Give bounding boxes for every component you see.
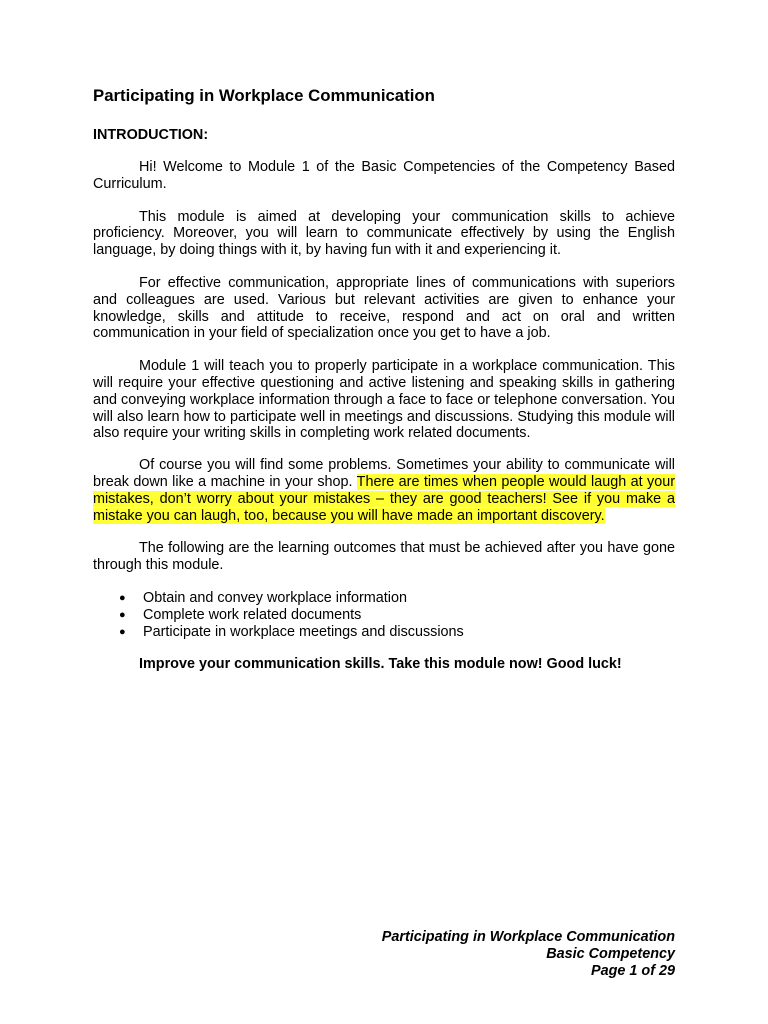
footer-module-title: Participating in Workplace Communication <box>381 929 675 945</box>
intro-paragraph-5 <box>93 457 675 524</box>
closing-statement: Improve your communication skills. Take this module now! Good luck! <box>139 656 622 673</box>
bullet-icon: ● <box>119 608 126 621</box>
list-item-text: Participate in workplace meetings and discussions <box>143 623 464 640</box>
paragraph-5-text: Of course you will find some problems. Sometimes your ability to communicate will break down like a machine in your shop. <box>93 457 675 490</box>
intro-paragraph-1: Hi! Welcome to Module 1 of the Basic Competencies of the Competency Based Curriculum. <box>93 159 675 192</box>
list-item <box>93 607 675 624</box>
list-item-text: Obtain and convey workplace information <box>143 589 407 606</box>
footer-competency: Basic Competency <box>546 946 675 962</box>
intro-paragraph-3: For effective communication, appropriate lines of communications with superiors and colleagues are used. Various but relevant activities are given to enhance your knowledge, skills and attitude to receive, respond and act on oral and written communication in your field of specialization once you get to have a job. <box>93 274 675 342</box>
section-heading: INTRODUCTION: <box>93 127 209 143</box>
intro-paragraph-2: This module is aimed at developing your communication skills to achieve proficiency. Moreover, you will learn to communicate effectively by using the English language, by doing things with it, by having fun with it and experiencing it. <box>93 208 675 259</box>
page-footer <box>382 929 675 980</box>
list-item <box>93 624 675 641</box>
page-number: Page 1 of 29 <box>591 963 675 979</box>
highlighted-text: There are times when people would laugh at your mistakes, don’t worry about your mistakes – they are good teachers! See if you make a mistake you can laugh, too, because you will have made an important discovery. <box>93 473 676 524</box>
list-item <box>93 590 675 607</box>
page-content <box>93 86 675 673</box>
learning-outcomes-list <box>93 590 675 640</box>
document-title: Participating in Workplace Communication <box>93 86 435 105</box>
bullet-icon: ● <box>119 625 126 638</box>
list-item-text: Complete work related documents <box>143 606 362 623</box>
intro-paragraph-4: Module 1 will teach you to properly participate in a workplace communication. This will require your effective questioning and active listening and speaking skills in gathering and conveying workplace information through a face to face or telephone conversation. You will also learn how to participate well in meetings and discussions. Studying this module will also require your writing skills in completing work related documents. <box>93 358 675 442</box>
bullet-icon: ● <box>119 591 126 604</box>
intro-paragraph-6: The following are the learning outcomes that must be achieved after you have gone through this module. <box>93 540 675 574</box>
